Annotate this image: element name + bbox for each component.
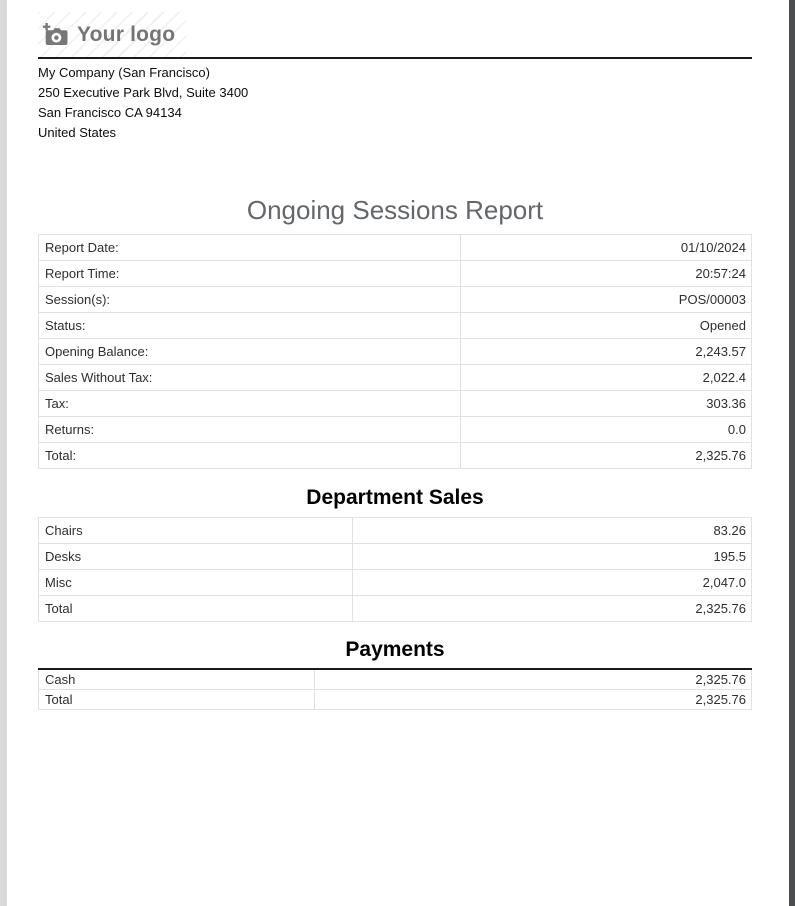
info-row-value: 2,325.76 (461, 443, 752, 469)
info-table-row (39, 391, 752, 417)
payments-table (38, 668, 752, 710)
payment-row-value: 2,325.76 (315, 690, 752, 710)
info-row-value: 303.36 (461, 391, 752, 417)
payment-row-label: Total (39, 690, 315, 710)
report-page (38, 0, 752, 710)
address-line: My Company (San Francisco) (38, 65, 210, 80)
department-row-value: 195.5 (353, 544, 752, 570)
info-row-label: Report Date: (39, 235, 461, 261)
info-table-row (39, 287, 752, 313)
department-row (39, 544, 752, 570)
department-row-value: 83.26 (353, 518, 752, 544)
info-row-label: Total: (39, 443, 461, 469)
report-title: Ongoing Sessions Report (246, 195, 544, 225)
department-row-label: Total (39, 596, 353, 622)
payment-row (39, 690, 752, 710)
department-row (39, 518, 752, 544)
department-row-label: Desks (39, 544, 353, 570)
address-line: United States (38, 125, 117, 140)
department-row-value: 2,047.0 (353, 570, 752, 596)
logo-text: Your logo (77, 22, 176, 46)
department-row-label: Chairs (39, 518, 353, 544)
payments-table-body (39, 669, 752, 710)
info-row-value: 0.0 (461, 417, 752, 443)
header-divider (38, 57, 752, 59)
info-row-value: 20:57:24 (461, 261, 752, 287)
info-table-row (39, 417, 752, 443)
scrollbar[interactable] (789, 0, 795, 906)
info-table-row (39, 339, 752, 365)
department-row-value: 2,325.76 (353, 596, 752, 622)
info-row-label: Sales Without Tax: (39, 365, 461, 391)
address-line: San Francisco CA 94134 (38, 105, 182, 120)
address-line: 250 Executive Park Blvd, Suite 3400 (38, 85, 249, 100)
payment-row (39, 669, 752, 690)
info-table-row (39, 261, 752, 287)
department-sales-title: Department Sales (306, 486, 484, 509)
info-table-row (39, 443, 752, 469)
info-row-label: Session(s): (39, 287, 461, 313)
company-address (38, 63, 752, 143)
info-row-label: Returns: (39, 417, 461, 443)
department-sales-table-body (39, 518, 752, 622)
info-row-label: Status: (39, 313, 461, 339)
session-info-table (38, 234, 752, 469)
info-row-value: POS/00003 (461, 287, 752, 313)
viewer-left-edge (0, 0, 7, 906)
payments-title: Payments (345, 638, 445, 661)
info-row-value: 2,243.57 (461, 339, 752, 365)
info-row-label: Tax: (39, 391, 461, 417)
session-info-table-body (39, 235, 752, 469)
payment-row-label: Cash (39, 669, 315, 690)
department-sales-table (38, 517, 752, 622)
info-table-row (39, 365, 752, 391)
department-row (39, 596, 752, 622)
company-logo-placeholder (38, 12, 186, 57)
camera-plus-icon (42, 23, 68, 47)
info-row-value: 2,022.4 (461, 365, 752, 391)
info-row-value: 01/10/2024 (461, 235, 752, 261)
payment-row-value: 2,325.76 (315, 669, 752, 690)
info-row-label: Opening Balance: (39, 339, 461, 365)
department-row-label: Misc (39, 570, 353, 596)
info-table-row (39, 313, 752, 339)
info-table-row (39, 235, 752, 261)
info-row-value: Opened (461, 313, 752, 339)
info-row-label: Report Time: (39, 261, 461, 287)
department-row (39, 570, 752, 596)
